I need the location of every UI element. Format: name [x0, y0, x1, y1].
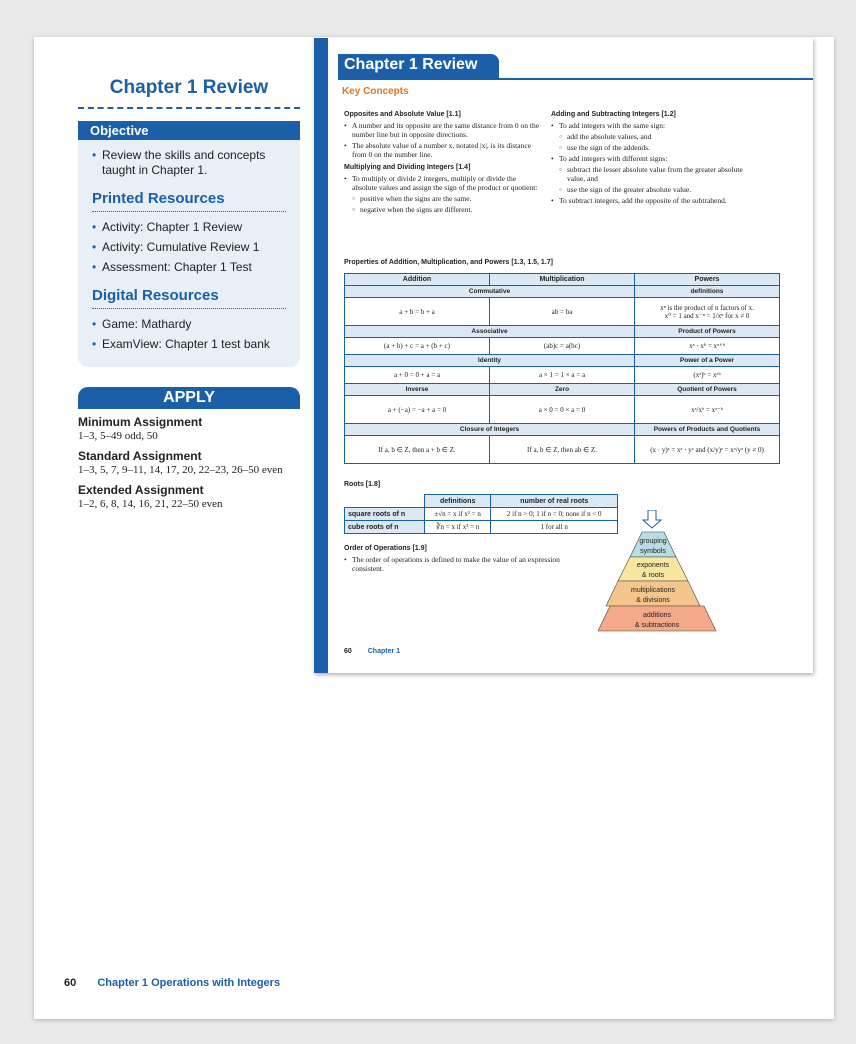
section-header: Associative [345, 326, 635, 338]
key-concepts-heading: Key Concepts [342, 86, 409, 97]
column-header: Powers [635, 274, 780, 286]
list-item: • ExamView: Chapter 1 test bank [92, 337, 290, 352]
pyramid-label: multiplications [631, 587, 675, 594]
table-cell: If a, b ∈ Z, then a + b ∈ Z. [345, 436, 490, 464]
resources-box [78, 121, 300, 367]
order-of-operations-pyramid [598, 510, 724, 632]
table-cell: (x · y)ᵃ = xᵃ · yᵃ and (x/y)ᵃ = xᵃ/yᵃ (y ≠ 0) [635, 436, 780, 464]
table-cell: a × 1 = 1 × a = a [490, 367, 635, 384]
inset-page-number: 60 [344, 648, 352, 655]
list-item: ○ positive when the signs are the same. [344, 194, 542, 203]
list-item: ○ subtract the lesser absolute value from the greater absolute value, and [551, 165, 751, 183]
table-cell: ab = ba [490, 298, 635, 326]
section-header: Zero [490, 384, 635, 396]
concept-heading: Adding and Subtracting Integers [1.2] [551, 111, 676, 118]
table-header-row [345, 495, 618, 508]
properties-table [344, 273, 780, 464]
assignment-title: Minimum Assignment [78, 415, 203, 429]
inset-title: Chapter 1 Review [338, 54, 499, 78]
roots-table [344, 494, 618, 534]
table-row [345, 436, 780, 464]
table-row [345, 326, 780, 338]
list-item: • To add integers with the same sign: [551, 121, 751, 130]
roots-heading: Roots [1.8] [344, 481, 381, 488]
table-cell: a × 0 = 0 × a = 0 [490, 396, 635, 424]
pyramid-label: additions [642, 612, 672, 619]
concept-list [344, 121, 542, 159]
table-cell: a + b = b + a [345, 298, 490, 326]
blank-header [345, 495, 425, 508]
section-header: Powers of Products and Quotients [635, 424, 780, 436]
table-cell [635, 298, 780, 326]
section-header: Quotient of Powers [635, 384, 780, 396]
list-item: ○ use the sign of the addends. [551, 143, 751, 152]
list-item: • To add integers with different signs: [551, 154, 751, 163]
down-arrow-icon [643, 510, 661, 528]
assignment-list [78, 415, 300, 511]
section-header: Power of a Power [635, 355, 780, 367]
concept-list [551, 121, 751, 205]
table-cell: xᵃ · xᵇ = xᵃ⁺ᵇ [635, 338, 780, 355]
printed-resources-heading: Printed Resources [92, 190, 286, 212]
table-cell: ∛n = x if x³ = n [424, 521, 491, 534]
row-label: square roots of n [345, 508, 425, 521]
section-header: Closure of Integers [345, 424, 635, 436]
pyramid-label: & divisions [636, 597, 670, 604]
section-header: Identity [345, 355, 635, 367]
list-item: • Activity: Cumulative Review 1 [92, 240, 290, 255]
definition-line: x⁰ = 1 and x⁻ⁿ = 1/xⁿ for x ≠ 0 [664, 311, 750, 320]
objective-list [78, 140, 300, 178]
concept-list [344, 174, 542, 214]
assignment-title: Standard Assignment [78, 449, 202, 463]
inset-footer [344, 648, 400, 655]
chapter-title: Chapter 1 Operations with Integers [97, 977, 281, 989]
pyramid-label: & roots [641, 572, 665, 579]
pyramid-label: symbols [640, 548, 666, 555]
page-number: 60 [64, 977, 77, 989]
objective-heading: Objective [78, 121, 300, 140]
table-row [345, 367, 780, 384]
concepts-left-column [344, 110, 542, 216]
list-item: ○ add the absolute values, and [551, 132, 751, 141]
table-row [345, 424, 780, 436]
table-cell: (xᵃ)ᵇ = xᵃᵇ [635, 367, 780, 384]
concept-heading: Opposites and Absolute Value [1.1] [344, 111, 461, 118]
table-row [345, 521, 618, 534]
list-item: • The absolute value of a number x, notated |x|, is its distance from 0 on the number line. [344, 141, 542, 159]
table-row [345, 384, 780, 396]
list-item: • To subtract integers, add the opposite of the subtrahend. [551, 196, 751, 205]
table-cell: a + (−a) = −a + a = 0 [345, 396, 490, 424]
table-cell: (a + b) + c = a + (b + c) [345, 338, 490, 355]
table-cell: a + 0 = 0 + a = a [345, 367, 490, 384]
table-cell: ±√n = x if x² = n [424, 508, 491, 521]
digital-resources-heading: Digital Resources [92, 287, 286, 309]
concept-heading: Multiplying and Dividing Integers [1.4] [344, 164, 471, 171]
list-item: ○ use the sign of the greater absolute value. [551, 185, 751, 194]
column-header: number of real roots [491, 495, 618, 508]
page-footer [64, 977, 280, 989]
row-label: cube roots of n [345, 521, 425, 534]
order-of-operations [344, 544, 574, 575]
assignment-text: 1–3, 5, 7, 9–11, 14, 17, 20, 22–23, 26–50 even [78, 464, 283, 476]
list-item: • The order of operations is defined to make the value of an expression consistent. [344, 555, 574, 573]
list-item: • Game: Mathardy [92, 317, 290, 332]
pyramid-label: exponents [636, 562, 670, 569]
sidebar-title: Chapter 1 Review [78, 77, 300, 109]
table-row [345, 286, 780, 298]
digital-resources-list [78, 313, 300, 352]
section-header: definitions [635, 286, 780, 298]
section-header: Commutative [345, 286, 635, 298]
pyramid-label: grouping [639, 538, 667, 545]
table-row [345, 355, 780, 367]
table-row [345, 298, 780, 326]
section-header: Product of Powers [635, 326, 780, 338]
concept-list [344, 555, 574, 573]
list-item: • Review the skills and concepts taught in Chapter 1. [92, 148, 290, 178]
table-header-row [345, 274, 780, 286]
column-header: Addition [345, 274, 490, 286]
table-row [345, 396, 780, 424]
definition-line: xⁿ is the product of n factors of x. [660, 303, 754, 312]
list-item: • A number and its opposite are the same distance from 0 on the number line but in opposite directions. [344, 121, 542, 139]
inset-title-rule [338, 78, 813, 80]
assignment-text: 1–3, 5–49 odd, 50 [78, 430, 158, 442]
concept-heading: Order of Operations [1.9] [344, 545, 427, 552]
student-page-inset [314, 38, 813, 673]
inset-chapter-label: Chapter 1 [367, 648, 401, 655]
column-header: definitions [424, 495, 491, 508]
table-cell: 1 for all n [491, 521, 618, 534]
printed-resources-list [78, 216, 300, 275]
list-item: ○ negative when the signs are different. [344, 205, 542, 214]
pyramid-label: & subtractions [634, 622, 680, 629]
table-cell: If a, b ∈ Z, then ab ∈ Z. [490, 436, 635, 464]
properties-heading: Properties of Addition, Multiplication, and Powers [1.3, 1.5, 1.7] [344, 259, 553, 266]
assignment-title: Extended Assignment [78, 483, 204, 497]
assignment-text: 1–2, 6, 8, 14, 16, 21, 22–50 even [78, 498, 223, 510]
inset-side-bar [314, 38, 328, 673]
list-item: • Assessment: Chapter 1 Test [92, 260, 290, 275]
table-cell: 2 if n > 0; 1 if n = 0; none if n < 0 [491, 508, 618, 521]
concepts-right-column [551, 110, 751, 207]
left-sidebar [78, 77, 300, 511]
table-row [345, 338, 780, 355]
list-item: • To multiply or divide 2 integers, multiply or divide the absolute values and assign the sign of the product or quotient: [344, 174, 542, 192]
apply-heading: APPLY [78, 387, 300, 409]
column-header: Multiplication [490, 274, 635, 286]
list-item: • Activity: Chapter 1 Review [92, 220, 290, 235]
table-row [345, 508, 618, 521]
section-header: Inverse [345, 384, 490, 396]
table-cell: xᵃ/xᵇ = xᵃ⁻ᵇ [635, 396, 780, 424]
table-cell: (ab)c = a(bc) [490, 338, 635, 355]
